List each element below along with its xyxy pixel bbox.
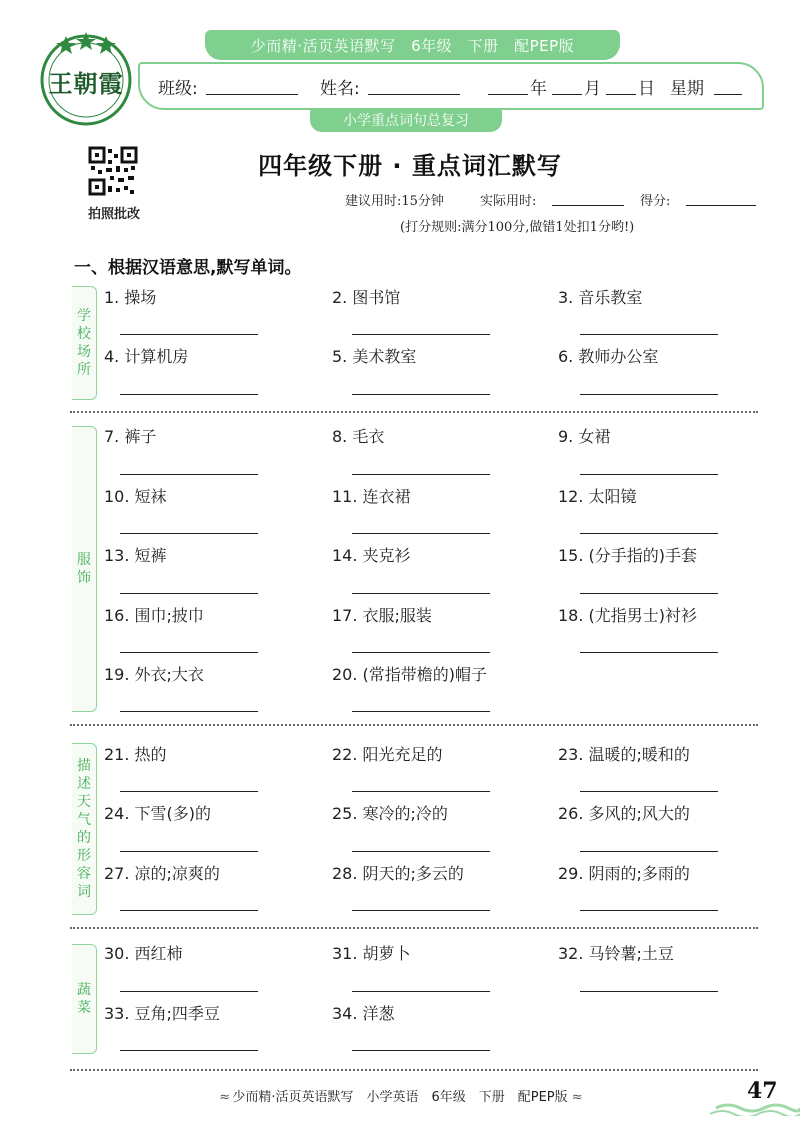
vocab-item: 22. 阳光充足的 [332,745,443,764]
vocab-item: 23. 温暖的;暖和的 [558,745,690,764]
vocab-item: 1. 操场 [104,288,157,307]
vocab-item: 32. 马铃薯;土豆 [558,944,674,963]
footer-text: 少而精·活页英语默写 小学英语 6年级 下册 配PEP版 [232,1090,568,1105]
logo-text: 王朝霞 [48,69,124,98]
answer-blank[interactable] [352,1050,490,1051]
answer-blank[interactable] [352,791,490,792]
vocab-item: 9. 女裙 [558,427,611,446]
category-tab-label: 服饰 [77,552,91,586]
answer-blank[interactable] [580,334,718,335]
answer-blank[interactable] [120,711,258,712]
section-heading: 一、根据汉语意思,默写单词。 [74,258,302,278]
group-divider [70,927,758,929]
footer [0,1086,800,1105]
vocab-item: 18. (尤指男士)衬衫 [558,606,698,625]
vocab-item: 10. 短袜 [104,487,167,506]
category-tab-weather-adjectives [72,743,97,915]
answer-blank[interactable] [580,533,718,534]
vocab-item: 8. 毛衣 [332,427,385,446]
vocab-item: 4. 计算机房 [104,347,189,366]
vocab-item: 15. (分手指的)手套 [558,546,698,565]
vocab-item: 17. 衣服;服装 [332,606,432,625]
vocab-item: 20. (常指带檐的)帽子 [332,665,488,684]
answer-blank[interactable] [352,711,490,712]
answer-blank[interactable] [580,593,718,594]
category-tab-vegetables [72,944,97,1054]
publisher-logo [36,28,136,128]
vocab-item: 27. 凉的;凉爽的 [104,864,220,883]
vocab-item: 31. 胡萝卜 [332,944,411,963]
answer-blank[interactable] [352,394,490,395]
weekday-label: 星期 [670,79,704,99]
answer-blank[interactable] [120,791,258,792]
vocab-item: 2. 图书馆 [332,288,401,307]
category-tab-label: 描述天气的形容词 [77,758,91,900]
answer-blank[interactable] [120,394,258,395]
answer-blank[interactable] [352,593,490,594]
vocab-item: 30. 西红柿 [104,944,183,963]
year-blank[interactable] [488,94,528,95]
answer-blank[interactable] [120,533,258,534]
name-blank[interactable] [368,94,460,95]
qr-label: 拍照批改 [87,207,140,222]
answer-blank[interactable] [352,851,490,852]
vocab-item: 3. 音乐教室 [558,288,643,307]
vocab-item: 26. 多风的;风大的 [558,804,690,823]
group-divider [70,724,758,726]
answer-blank[interactable] [352,533,490,534]
answer-blank[interactable] [352,334,490,335]
vocab-item: 12. 太阳镜 [558,487,637,506]
day-blank[interactable] [606,94,636,95]
answer-blank[interactable] [352,474,490,475]
wave-left-icon: ≈ [219,1090,229,1105]
group-divider [70,411,758,413]
answer-blank[interactable] [120,593,258,594]
footer-divider [70,1069,758,1071]
qr-code-icon[interactable] [88,146,138,196]
answer-blank[interactable] [352,652,490,653]
name-label: 姓名: [320,79,360,99]
answer-blank[interactable] [580,910,718,911]
answer-blank[interactable] [580,991,718,992]
vocab-item: 29. 阴雨的;多雨的 [558,864,690,883]
answer-blank[interactable] [120,334,258,335]
category-tab-label: 蔬菜 [77,982,91,1016]
score-label: 得分: [640,194,671,209]
series-title-banner: 少而精·活页英语默写 6年级 下册 配PEP版 [205,30,620,60]
category-tab-clothing [72,426,97,712]
section-banner: 小学重点词句总复习 [310,108,502,132]
class-blank[interactable] [206,94,298,95]
scoring-rule: (打分规则:满分100分,做错1处扣1分哟!) [400,220,635,235]
answer-blank[interactable] [120,652,258,653]
vocab-item: 5. 美术教室 [332,347,417,366]
month-blank[interactable] [552,94,582,95]
answer-blank[interactable] [352,991,490,992]
vocab-item: 25. 寒冷的;冷的 [332,804,448,823]
suggested-time: 建议用时:15分钟 [345,194,444,209]
vocab-item: 28. 阴天的;多云的 [332,864,464,883]
answer-blank[interactable] [120,910,258,911]
day-label: 日 [638,79,655,99]
page-number: 47 [747,1078,778,1104]
student-info-bar [138,62,764,110]
answer-blank[interactable] [580,394,718,395]
answer-blank[interactable] [580,791,718,792]
actual-time-blank[interactable] [552,205,624,206]
answer-blank[interactable] [120,1050,258,1051]
answer-blank[interactable] [580,652,718,653]
weekday-blank[interactable] [714,94,742,95]
vocab-item: 21. 热的 [104,745,167,764]
vocab-item: 19. 外衣;大衣 [104,665,204,684]
answer-blank[interactable] [120,474,258,475]
answer-blank[interactable] [580,851,718,852]
vocab-item: 34. 洋葱 [332,1004,395,1023]
category-tab-label: 学校场所 [77,308,91,378]
category-tab-school-places [72,286,97,400]
vocab-item: 11. 连衣裙 [332,487,411,506]
answer-blank[interactable] [580,474,718,475]
vocab-item: 14. 夹克衫 [332,546,411,565]
page-title: 四年级下册 · 重点词汇默写 [258,152,562,180]
vocab-item: 13. 短裤 [104,546,167,565]
answer-blank[interactable] [352,910,490,911]
vocab-item: 6. 教师办公室 [558,347,659,366]
year-label: 年 [530,79,547,99]
class-label: 班级: [158,79,198,99]
vocab-item: 16. 围巾;披巾 [104,606,204,625]
actual-time-label: 实际用时: [480,194,537,209]
month-label: 月 [584,79,601,99]
score-blank[interactable] [686,205,756,206]
vocab-item: 33. 豆角;四季豆 [104,1004,220,1023]
vocab-item: 7. 裤子 [104,427,157,446]
vocab-item: 24. 下雪(多)的 [104,804,212,823]
wave-right-icon: ≈ [571,1090,581,1105]
answer-blank[interactable] [120,991,258,992]
answer-blank[interactable] [120,851,258,852]
